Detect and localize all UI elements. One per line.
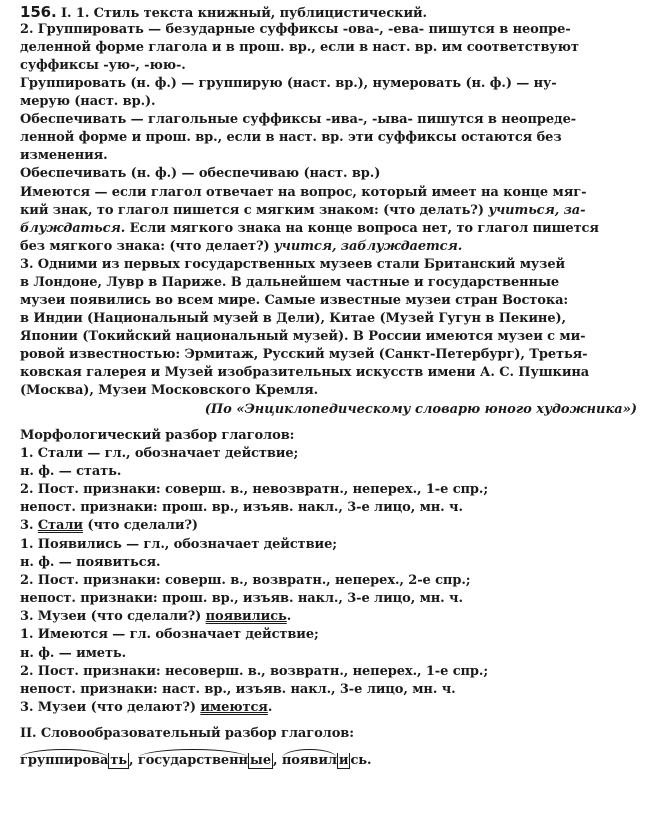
section-heading-morphology: Морфологический разбор глаголов: xyxy=(20,428,295,443)
example-words: учится, заблуждается. xyxy=(274,239,463,254)
line-37: 2. Пост. признаки: несоверш. в., возвратн., неперех., 1-е спр.; xyxy=(20,664,489,679)
word-gruppirovat-stem: группирова xyxy=(20,753,109,768)
line-4: суффиксы -ую-, -юю-. xyxy=(20,58,186,73)
line-35: 1. Имеются — гл. обозначает действие; xyxy=(20,627,319,642)
predicate-imeyutsya: имеются xyxy=(200,700,268,715)
word-poyavilis-stem: появил xyxy=(281,753,337,768)
line-31: н. ф. — появиться. xyxy=(20,555,161,570)
line-1: 156. I. 1. Стиль текста книжный, публицистический. xyxy=(20,3,427,21)
line-6: мерую (наст. вр.). xyxy=(20,94,156,109)
line-19: Японии (Токийский национальный музей). В России имеются музеи с ми- xyxy=(20,329,586,344)
line-38: непост. признаки: наст. вр., изъяв. накл., 3-е лицо, мн. ч. xyxy=(20,682,456,697)
line-12: кий знак, то глагол пишется с мягким знаком: (что делать?) учиться, за- xyxy=(20,203,586,218)
section-heading-word-formation: II. Словообразовательный разбор глаголов: xyxy=(20,726,354,741)
line-20: ровой известностью: Эрмитаж, Русский музей (Санкт-Петербург), Третья- xyxy=(20,347,588,362)
line-22: (Москва), Музеи Московского Кремля. xyxy=(20,383,319,398)
line-36: н. ф. — иметь. xyxy=(20,646,127,661)
exercise-number: 156. xyxy=(20,3,57,21)
line-16: в Лондоне, Лувр в Париже. В дальнейшем частные и государственные xyxy=(20,275,560,290)
line-15: 3. Одними из первых государственных музеев стали Британский музей xyxy=(20,257,566,272)
line-17: музеи появились во всем мире. Самые известные музеи стран Востока: xyxy=(20,293,569,308)
line-8: ленной форме и прош. вр., если в наст. вр. эти суффиксы остаются без xyxy=(20,130,562,145)
word-gosudarstvennye-ending: ые xyxy=(249,753,272,768)
line-32: 2. Пост. признаки: соверш. в., возвратн., неперех., 2-е спр.; xyxy=(20,573,471,588)
predicate-poyavilis: появились xyxy=(205,609,287,624)
line-5: Группировать (н. ф.) — группирую (наст. вр.), нумеровать (н. ф.) — ну- xyxy=(20,76,557,91)
line-2: 2. Группировать — безударные суффиксы -ова-, -ева- пишутся в неопре- xyxy=(20,22,571,37)
line-18: в Индии (Национальный музей в Дели), Китае (Музей Гугун в Пекине), xyxy=(20,311,566,326)
line-34: 3. Музеи (что сделали?) появились. xyxy=(20,609,292,624)
line-26: н. ф. — стать. xyxy=(20,464,122,479)
line-11: Имеются — если глагол отвечает на вопрос, который имеет на конце мяг- xyxy=(20,185,587,200)
line-30: 1. Появились — гл., обозначает действие; xyxy=(20,537,337,552)
line-29: 3. Стали (что сделали?) xyxy=(20,518,198,533)
line-21: ковская галерея и Музей изобразительных искусств имени А. С. Пушкина xyxy=(20,365,590,380)
source-citation: (По «Энциклопедическому словарю юного художника») xyxy=(204,402,637,417)
line-10: Обеспечивать (н. ф.) — обеспечиваю (наст. вр.) xyxy=(20,166,381,181)
example-words: учиться, за- xyxy=(488,203,586,218)
line-3: деленной форме глагола и в прош. вр., если в наст. вр. им соответствуют xyxy=(20,40,579,55)
line-39: 3. Музеи (что делают?) имеются. xyxy=(20,700,273,715)
line-27: 2. Пост. признаки: соверш. в., невозвратн., неперех., 1-е спр.; xyxy=(20,482,489,497)
line-33: непост. признаки: прош. вр., изъяв. накл., 3-е лицо, мн. ч. xyxy=(20,591,463,606)
predicate-stali: Стали xyxy=(37,518,83,533)
word-formation-line: группирова ть , государственн ые , появил и сь. xyxy=(20,753,372,768)
line-9: изменения. xyxy=(20,148,108,163)
line-25: 1. Стали — гл., обозначает действие; xyxy=(20,446,299,461)
line-28: непост. признаки: прош. вр., изъяв. накл., 3-е лицо, мн. ч. xyxy=(20,500,463,515)
word-gruppirovat-ending: ть xyxy=(110,753,127,768)
line-7: Обеспечивать — глагольные суффиксы -ива-, -ыва- пишутся в неопреде- xyxy=(20,112,577,127)
line-13: блуждаться. Если мягкого знака на конце вопроса нет, то глагол пишется xyxy=(20,221,599,236)
word-gosudarstvennye-stem: государственн xyxy=(137,753,248,768)
word-poyavilis-ending: и xyxy=(338,753,349,768)
line-14: без мягкого знака: (что делает?) учится, заблуждается. xyxy=(20,239,463,254)
